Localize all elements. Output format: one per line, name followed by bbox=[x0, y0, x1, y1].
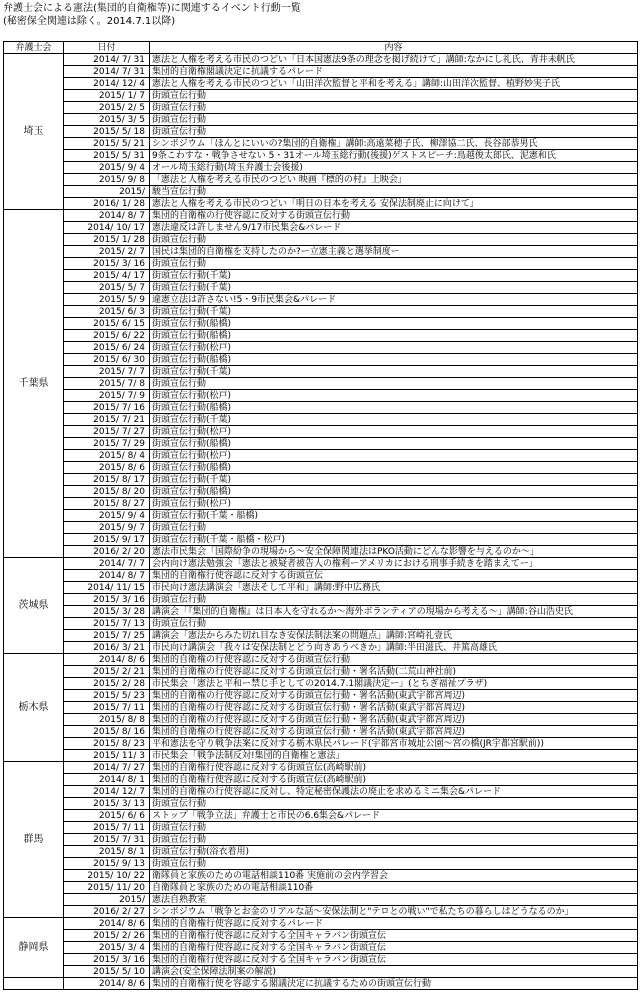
date-cell: 2014/ 7/ 31 bbox=[64, 54, 150, 66]
table-header-row bbox=[4, 42, 638, 54]
table-body bbox=[4, 54, 638, 990]
table-row bbox=[4, 498, 638, 510]
table-row bbox=[4, 666, 638, 678]
date-cell: 2014/ 8/ 6 bbox=[64, 918, 150, 930]
table-row bbox=[4, 258, 638, 270]
table-row bbox=[4, 558, 638, 570]
table-row bbox=[4, 798, 638, 810]
date-cell: 2014/ 8/ 1 bbox=[64, 774, 150, 786]
table-row bbox=[4, 150, 638, 162]
content-cell: 街頭宣伝行動(松戸) bbox=[150, 426, 638, 438]
table-row bbox=[4, 690, 638, 702]
content-cell: 街頭宣伝行動 bbox=[150, 522, 638, 534]
content-cell: 集団的自衛権の行使容認に反対する街頭宣伝行動・署名活動(東武宇都宮周辺) bbox=[150, 714, 638, 726]
table-row bbox=[4, 102, 638, 114]
content-cell: 集団的自衛権行使容認に反対する全国キャラバン街頭宣伝 bbox=[150, 942, 638, 954]
association-cell: 静岡県 bbox=[4, 918, 64, 978]
table-row bbox=[4, 306, 638, 318]
table-row bbox=[4, 810, 638, 822]
table-row bbox=[4, 270, 638, 282]
content-cell: 講演会(安全保障法制案の解説) bbox=[150, 966, 638, 978]
table-row bbox=[4, 90, 638, 102]
content-cell: 憲法違反は許しません9/17市民集会&パレード bbox=[150, 222, 638, 234]
table-row bbox=[4, 630, 638, 642]
table-row bbox=[4, 702, 638, 714]
date-cell: 2015/ 3/ 16 bbox=[64, 954, 150, 966]
content-cell: 街頭宣伝行動(千葉) bbox=[150, 306, 638, 318]
date-cell: 2015/ 6/ 3 bbox=[64, 306, 150, 318]
table-row bbox=[4, 678, 638, 690]
content-cell: 憲法自熟教室 bbox=[150, 894, 638, 906]
content-cell: 街頭宣伝行動(船橋) bbox=[150, 402, 638, 414]
content-cell: 街頭宣伝行動(松戸) bbox=[150, 450, 638, 462]
date-cell: 2016/ 2/ 20 bbox=[64, 546, 150, 558]
content-cell: 街頭宣伝行動(千葉) bbox=[150, 366, 638, 378]
table-row bbox=[4, 330, 638, 342]
table-row bbox=[4, 450, 638, 462]
date-cell: 2015/ 6/ 15 bbox=[64, 318, 150, 330]
date-cell: 2015/ 5/ 31 bbox=[64, 150, 150, 162]
date-cell: 2015/ 1/ 7 bbox=[64, 90, 150, 102]
date-cell: 2015/ 7/ 16 bbox=[64, 402, 150, 414]
table-row bbox=[4, 438, 638, 450]
date-cell: 2015/ 8/ 27 bbox=[64, 498, 150, 510]
table-row bbox=[4, 654, 638, 666]
content-cell: 集団的自衛権の行使容認に反対し、特定秘密保護法の廃止を求めるミニ集会&パレード bbox=[150, 786, 638, 798]
table-row bbox=[4, 594, 638, 606]
date-cell: 2015/ 9/ 4 bbox=[64, 162, 150, 174]
content-cell: 街頭宣伝行動(千葉) bbox=[150, 270, 638, 282]
content-cell: 集団的自衛権行使容認に反対する全国キャラバン街頭宣伝 bbox=[150, 930, 638, 942]
table-row bbox=[4, 66, 638, 78]
association-cell bbox=[4, 978, 64, 990]
table-row bbox=[4, 126, 638, 138]
page-title: 弁護士会による憲法(集団的自衛権等)に関連するイベント行動一覧 bbox=[3, 3, 301, 14]
content-cell: 市民向け講演会「我々は安保法制とどう向きあうべきか」講師:半田滋氏、井篤高雄氏 bbox=[150, 642, 638, 654]
table-row bbox=[4, 198, 638, 210]
content-cell: 集団的自衛権行使容認に反対する街頭宣伝 bbox=[150, 570, 638, 582]
page-subtitle: (秘密保全関連は除く。2014.7.1以降) bbox=[3, 16, 176, 27]
content-cell: 街頭宣伝行動 bbox=[150, 618, 638, 630]
table-row bbox=[4, 846, 638, 858]
date-cell: 2015/ 8/ 8 bbox=[64, 714, 150, 726]
date-cell: 2015/ 3/ 16 bbox=[64, 258, 150, 270]
content-cell: 街頭宣伝行動(松戸) bbox=[150, 342, 638, 354]
table-row bbox=[4, 834, 638, 846]
content-cell: 憲法市民集会「国際紛争の現場から〜安全保障関連法はPKO活動にどんな影響を与えるのか〜」 bbox=[150, 546, 638, 558]
date-cell: 2015/ 7/ 11 bbox=[64, 822, 150, 834]
table-row bbox=[4, 822, 638, 834]
association-cell: 群馬 bbox=[4, 762, 64, 918]
content-cell: オール埼玉総行動(埼玉弁護士会後援) bbox=[150, 162, 638, 174]
column-header-content: 内容 bbox=[150, 42, 638, 54]
date-cell: 2015/ 8/ 23 bbox=[64, 738, 150, 750]
table-row bbox=[4, 714, 638, 726]
table-row bbox=[4, 234, 638, 246]
table-row bbox=[4, 774, 638, 786]
content-cell: 街頭宣伝行動 bbox=[150, 114, 638, 126]
date-cell: 2015/ 5/ 9 bbox=[64, 294, 150, 306]
table-row bbox=[4, 954, 638, 966]
content-cell: 街頭宣伝行動(船橋) bbox=[150, 438, 638, 450]
table-row bbox=[4, 210, 638, 222]
content-cell: 街頭宣伝行動 bbox=[150, 834, 638, 846]
date-cell: 2015/ 8/ 1 bbox=[64, 846, 150, 858]
table-row bbox=[4, 162, 638, 174]
table-row bbox=[4, 354, 638, 366]
date-cell: 2015/ 5/ 10 bbox=[64, 966, 150, 978]
date-cell: 2015/ 3/ 4 bbox=[64, 942, 150, 954]
date-cell: 2015/ 7/ 29 bbox=[64, 438, 150, 450]
date-cell: 2015/ 7/ 31 bbox=[64, 834, 150, 846]
content-cell: 国民は集団的自衛権を支持したのか?ー立憲主義と選挙制度ー bbox=[150, 246, 638, 258]
table-row bbox=[4, 570, 638, 582]
association-cell: 茨城県 bbox=[4, 558, 64, 654]
content-cell: 街頭宣伝行動(千葉) bbox=[150, 414, 638, 426]
content-cell: 街頭宣伝行動(松戸) bbox=[150, 498, 638, 510]
content-cell: 講演会「憲法からみた切れ目なき安保法制法案の問題点」講師:宮崎礼壹氏 bbox=[150, 630, 638, 642]
content-cell: 街頭宣伝行動(船橋) bbox=[150, 330, 638, 342]
table-row bbox=[4, 738, 638, 750]
content-cell: 集団的自衛権閣議決定に抗議するパレード bbox=[150, 66, 638, 78]
content-cell: 街頭宣伝行動 bbox=[150, 594, 638, 606]
table-row bbox=[4, 414, 638, 426]
date-cell: 2014/ 7/ 27 bbox=[64, 762, 150, 774]
date-cell: 2015/ 5/ 23 bbox=[64, 690, 150, 702]
table-row bbox=[4, 114, 638, 126]
column-header-association: 弁護士会 bbox=[4, 42, 64, 54]
content-cell: 集団的自衛権の行使容認に反対する街頭宣伝行動・署名活動(東武宇都宮周辺) bbox=[150, 702, 638, 714]
table-row bbox=[4, 474, 638, 486]
table-row bbox=[4, 894, 638, 906]
content-cell: 集団的自衛権の行使容認に反対する街頭宣伝行動 bbox=[150, 654, 638, 666]
association-cell: 埼玉 bbox=[4, 54, 64, 210]
table-row bbox=[4, 582, 638, 594]
table-row bbox=[4, 858, 638, 870]
table-row bbox=[4, 138, 638, 150]
date-cell: 2014/ 7/ 7 bbox=[64, 558, 150, 570]
date-cell: 2014/ 12/ 7 bbox=[64, 786, 150, 798]
content-cell: 街頭宣伝行動 bbox=[150, 822, 638, 834]
date-cell: 2015/ 2/ 5 bbox=[64, 102, 150, 114]
date-cell: 2015/ 5/ 7 bbox=[64, 282, 150, 294]
date-cell: 2015/ 7/ 11 bbox=[64, 702, 150, 714]
date-cell: 2014/ 10/ 17 bbox=[64, 222, 150, 234]
content-cell: 集団的自衛権行使容認に反対する街頭宣伝(高崎駅前) bbox=[150, 762, 638, 774]
table-row bbox=[4, 366, 638, 378]
table-row bbox=[4, 222, 638, 234]
date-cell: 2015/ 2/ 26 bbox=[64, 930, 150, 942]
date-cell: 2015/ 7/ 21 bbox=[64, 414, 150, 426]
date-cell: 2015/ 6/ 30 bbox=[64, 354, 150, 366]
content-cell: 駿当宣伝行動 bbox=[150, 186, 638, 198]
content-cell: 街頭宣伝行動 bbox=[150, 126, 638, 138]
date-cell: 2015/ bbox=[64, 894, 150, 906]
content-cell: 集団的自衛権行使容認に反対するパレード bbox=[150, 918, 638, 930]
date-cell: 2015/ 9/ 7 bbox=[64, 522, 150, 534]
date-cell: 2015/ 5/ 18 bbox=[64, 126, 150, 138]
table-row bbox=[4, 966, 638, 978]
association-cell: 千葉県 bbox=[4, 210, 64, 558]
content-cell: 集団的自衛権の行使容認に反対する街頭宣伝行動 bbox=[150, 210, 638, 222]
table-row bbox=[4, 642, 638, 654]
table-row bbox=[4, 402, 638, 414]
association-cell: 栃木県 bbox=[4, 654, 64, 762]
date-cell: 2015/ 2/ 28 bbox=[64, 678, 150, 690]
content-cell: 市民向け憲法講演会「憲法そして平和」講師:野中広務氏 bbox=[150, 582, 638, 594]
content-cell: 街頭宣伝行動(千葉) bbox=[150, 474, 638, 486]
date-cell: 2015/ 1/ 28 bbox=[64, 234, 150, 246]
date-cell: 2015/ 3/ 13 bbox=[64, 798, 150, 810]
content-cell: 街頭宣伝行動(浴衣着用) bbox=[150, 846, 638, 858]
table-row bbox=[4, 54, 638, 66]
date-cell: 2015/ 7/ 25 bbox=[64, 630, 150, 642]
table-row bbox=[4, 978, 638, 990]
table-row bbox=[4, 462, 638, 474]
date-cell: 2015/ 6/ 22 bbox=[64, 330, 150, 342]
content-cell: 憲法と人権を考える市民のつどい「山田洋次監督と平和を考える」講師:山田洋次監督、植野妙実子氏 bbox=[150, 78, 638, 90]
table-row bbox=[4, 390, 638, 402]
date-cell: 2014/ 11/ 15 bbox=[64, 582, 150, 594]
date-cell: 2015/ 2/ 21 bbox=[64, 666, 150, 678]
content-cell: 集団的自衛権の行使容認に反対する街頭宣伝行動・署名活動(二荒山神社前) bbox=[150, 666, 638, 678]
date-cell: 2014/ 8/ 7 bbox=[64, 570, 150, 582]
date-cell: 2015/ 7/ 8 bbox=[64, 378, 150, 390]
date-cell: 2015/ 7/ 13 bbox=[64, 618, 150, 630]
content-cell: 街頭宣伝行動(船橋) bbox=[150, 318, 638, 330]
table-row bbox=[4, 534, 638, 546]
table-row bbox=[4, 870, 638, 882]
content-cell: 街頭宣伝行動 bbox=[150, 798, 638, 810]
content-cell: 憲法と人権を考える市民のつどい「明日の日本を考える 安保法制廃止に向けて」 bbox=[150, 198, 638, 210]
date-cell: 2015/ 6/ 6 bbox=[64, 810, 150, 822]
content-cell: 「憲法と人権を考える市民のつどい 映画『標的の村』上映会」 bbox=[150, 174, 638, 186]
date-cell: 2015/ 8/ 17 bbox=[64, 474, 150, 486]
table-row bbox=[4, 930, 638, 942]
events-table bbox=[3, 41, 638, 990]
date-cell: 2015/ 8/ 6 bbox=[64, 462, 150, 474]
column-header-date: 日付 bbox=[64, 42, 150, 54]
table-row bbox=[4, 378, 638, 390]
table-row bbox=[4, 318, 638, 330]
content-cell: 集団的自衛権行使を容認する閣議決定に抗議するための街頭宣伝行動 bbox=[150, 978, 638, 990]
table-row bbox=[4, 726, 638, 738]
table-row bbox=[4, 750, 638, 762]
date-cell: 2015/ 10/ 22 bbox=[64, 870, 150, 882]
table-row bbox=[4, 174, 638, 186]
date-cell: 2015/ 3/ 16 bbox=[64, 594, 150, 606]
content-cell: 街頭宣伝行動(千葉) bbox=[150, 282, 638, 294]
content-cell: 街頭宣伝行動(船橋) bbox=[150, 462, 638, 474]
date-cell: 2015/ 7/ 9 bbox=[64, 390, 150, 402]
date-cell: 2015/ bbox=[64, 186, 150, 198]
date-cell: 2015/ 8/ 16 bbox=[64, 726, 150, 738]
content-cell: 違憲立法は許さない!5・9市民集会&パレード bbox=[150, 294, 638, 306]
content-cell: 衛隊員と家族のための電話相談110番 実施前の会内学習会 bbox=[150, 870, 638, 882]
date-cell: 2014/ 12/ 4 bbox=[64, 78, 150, 90]
date-cell: 2015/ 5/ 21 bbox=[64, 138, 150, 150]
content-cell: 街頭宣伝行動 bbox=[150, 234, 638, 246]
content-cell: 会内向け憲法勉強会「憲法と被疑者被告人の権利ーアメリカにおける刑事手続きを踏まえてー」 bbox=[150, 558, 638, 570]
table-row bbox=[4, 486, 638, 498]
date-cell: 2015/ 9/ 17 bbox=[64, 534, 150, 546]
content-cell: シンポジウム「戦争とお金のリアルな話〜安保法制と"テロとの戦い"で私たちの暮らしはどうなるのか」 bbox=[150, 906, 638, 918]
table-row bbox=[4, 510, 638, 522]
table-row bbox=[4, 522, 638, 534]
content-cell: 街頭宣伝行動 bbox=[150, 378, 638, 390]
date-cell: 2015/ 6/ 24 bbox=[64, 342, 150, 354]
table-row bbox=[4, 282, 638, 294]
date-cell: 2015/ 11/ 20 bbox=[64, 882, 150, 894]
content-cell: 街頭宣伝行動 bbox=[150, 858, 638, 870]
content-cell: ストップ「戦争立法」弁護士と市民の6.6集会&パレード bbox=[150, 810, 638, 822]
table-row bbox=[4, 606, 638, 618]
content-cell: 平和憲法を守り戦争法案に反対する栃木県民パレード(宇都宮市城址公園〜宮の橋(JR宇都宮駅前)) bbox=[150, 738, 638, 750]
date-cell: 2014/ 8/ 7 bbox=[64, 210, 150, 222]
content-cell: 集団的自衛権の行使容認に反対する街頭宣伝行動・署名活動(東武宇都宮周辺) bbox=[150, 690, 638, 702]
date-cell: 2015/ 3/ 5 bbox=[64, 114, 150, 126]
table-row bbox=[4, 906, 638, 918]
date-cell: 2016/ 1/ 28 bbox=[64, 198, 150, 210]
content-cell: 街頭宣伝行動(千葉・船橋) bbox=[150, 510, 638, 522]
content-cell: 市民集会「戦争法制反対!集団的自衛権と憲法」 bbox=[150, 750, 638, 762]
content-cell: 憲法と人権を考える市民のつどい「日本国憲法9条の理念を掲げ続けて」講師:なかにし礼氏、青井未帆氏 bbox=[150, 54, 638, 66]
date-cell: 2015/ 3/ 28 bbox=[64, 606, 150, 618]
content-cell: 街頭宣伝行動 bbox=[150, 102, 638, 114]
table-row bbox=[4, 786, 638, 798]
date-cell: 2015/ 9/ 13 bbox=[64, 858, 150, 870]
table-row bbox=[4, 186, 638, 198]
content-cell: 集団的自衛権行使容認に反対する街頭宣伝(高崎駅前) bbox=[150, 774, 638, 786]
content-cell: 街頭宣伝行動(船橋) bbox=[150, 354, 638, 366]
date-cell: 2015/ 8/ 4 bbox=[64, 450, 150, 462]
date-cell: 2016/ 2/ 27 bbox=[64, 906, 150, 918]
date-cell: 2015/ 9/ 4 bbox=[64, 510, 150, 522]
table-row bbox=[4, 342, 638, 354]
table-row bbox=[4, 294, 638, 306]
content-cell: 街頭宣伝行動(千葉・船橋・松戸) bbox=[150, 534, 638, 546]
content-cell: 市民集会「憲法と平和ー禁じ手としての2014.7.1閣議決定ー」(とちぎ福祉プラザ) bbox=[150, 678, 638, 690]
content-cell: 街頭宣伝行動 bbox=[150, 258, 638, 270]
table-row bbox=[4, 246, 638, 258]
table-row bbox=[4, 426, 638, 438]
content-cell: 街頭宣伝行動 bbox=[150, 90, 638, 102]
content-cell: シンポジウム「ほんとにいいの?集団的自衛権」講師:高遠菜穂子氏、柳澤協二氏、長谷部恭男氏 bbox=[150, 138, 638, 150]
table-row bbox=[4, 762, 638, 774]
table-row bbox=[4, 882, 638, 894]
table-row bbox=[4, 546, 638, 558]
date-cell: 2015/ 8/ 20 bbox=[64, 486, 150, 498]
table-row bbox=[4, 942, 638, 954]
content-cell: 自衛隊員と家族のための電話相談110番 bbox=[150, 882, 638, 894]
content-cell: 9条こわすな・戦争させない 5・31オール埼玉総行動(後援)ゲストスピーチ:鳥越俊太郎氏、泥憲和氏 bbox=[150, 150, 638, 162]
content-cell: 講演会「『集団的自衛権』は日本人を守れるか〜海外ボランティアの現場から考える〜」講師:谷山浩史氏 bbox=[150, 606, 638, 618]
content-cell: 街頭宣伝行動(松戸) bbox=[150, 390, 638, 402]
table-row bbox=[4, 78, 638, 90]
date-cell: 2014/ 7/ 31 bbox=[64, 66, 150, 78]
date-cell: 2014/ 8/ 6 bbox=[64, 654, 150, 666]
content-cell: 集団的自衛権行使容認に反対する全国キャラバン街頭宣伝 bbox=[150, 954, 638, 966]
table-row bbox=[4, 618, 638, 630]
content-cell: 集団的自衛権の行使容認に反対する街頭宣伝行動・署名活動(東武宇都宮周辺) bbox=[150, 726, 638, 738]
date-cell: 2014/ 8/ 6 bbox=[64, 978, 150, 990]
date-cell: 2016/ 3/ 21 bbox=[64, 642, 150, 654]
date-cell: 2015/ 7/ 27 bbox=[64, 426, 150, 438]
date-cell: 2015/ 7/ 7 bbox=[64, 366, 150, 378]
date-cell: 2015/ 11/ 3 bbox=[64, 750, 150, 762]
content-cell: 街頭宣伝行動(船橋) bbox=[150, 486, 638, 498]
date-cell: 2015/ 4/ 17 bbox=[64, 270, 150, 282]
date-cell: 2015/ 9/ 8 bbox=[64, 174, 150, 186]
date-cell: 2015/ 2/ 7 bbox=[64, 246, 150, 258]
table-row bbox=[4, 918, 638, 930]
